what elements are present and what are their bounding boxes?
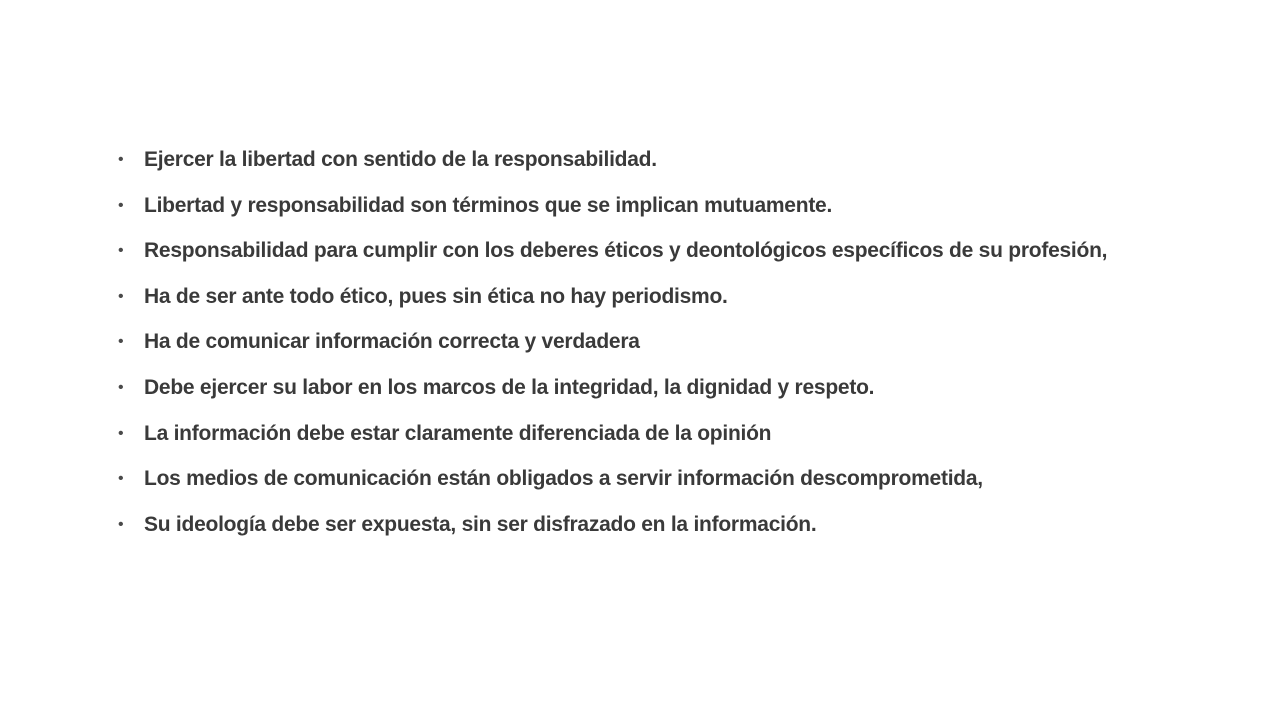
bullet-item bbox=[118, 463, 1108, 494]
bullet-text: Ha de ser ante todo ético, pues sin ética no hay periodismo. bbox=[144, 284, 728, 308]
bullet-item bbox=[118, 326, 1108, 357]
bullet-text: Libertad y responsabilidad son términos que se implican mutuamente. bbox=[144, 193, 833, 217]
bullet-icon: • bbox=[118, 196, 124, 214]
bullet-icon: • bbox=[118, 515, 124, 533]
bullet-text: Debe ejercer su labor en los marcos de la integridad, la dignidad y respeto. bbox=[144, 375, 875, 399]
bullet-icon: • bbox=[118, 470, 124, 488]
bullet-text: Ejercer la libertad con sentido de la responsabilidad. bbox=[144, 148, 657, 171]
bullet-text: Los medios de comunicación están obligados a servir información descomprometida, bbox=[144, 467, 983, 491]
bullet-icon: • bbox=[118, 151, 124, 168]
bullet-item bbox=[118, 509, 1108, 540]
bullet-item bbox=[118, 235, 1108, 266]
bullet-item bbox=[118, 190, 1108, 221]
bullet-item bbox=[118, 281, 1108, 312]
bullet-text: Responsabilidad para cumplir con los deberes éticos y deontológicos específicos de su profesión, bbox=[144, 239, 1108, 263]
bullet-icon: • bbox=[118, 378, 124, 396]
bullet-icon: • bbox=[118, 424, 124, 442]
bullet-list bbox=[118, 144, 1108, 554]
bullet-icon: • bbox=[118, 287, 124, 305]
bullet-item bbox=[118, 144, 1108, 175]
bullet-icon: • bbox=[118, 242, 124, 260]
bullet-text: Ha de comunicar información correcta y verdadera bbox=[144, 330, 640, 354]
bullet-item bbox=[118, 418, 1108, 449]
bullet-text: Su ideología debe ser expuesta, sin ser disfrazado en la información. bbox=[144, 512, 817, 536]
bullet-text: La información debe estar claramente diferenciada de la opinión bbox=[144, 421, 772, 445]
bullet-item bbox=[118, 372, 1108, 403]
bullet-icon: • bbox=[118, 333, 124, 351]
